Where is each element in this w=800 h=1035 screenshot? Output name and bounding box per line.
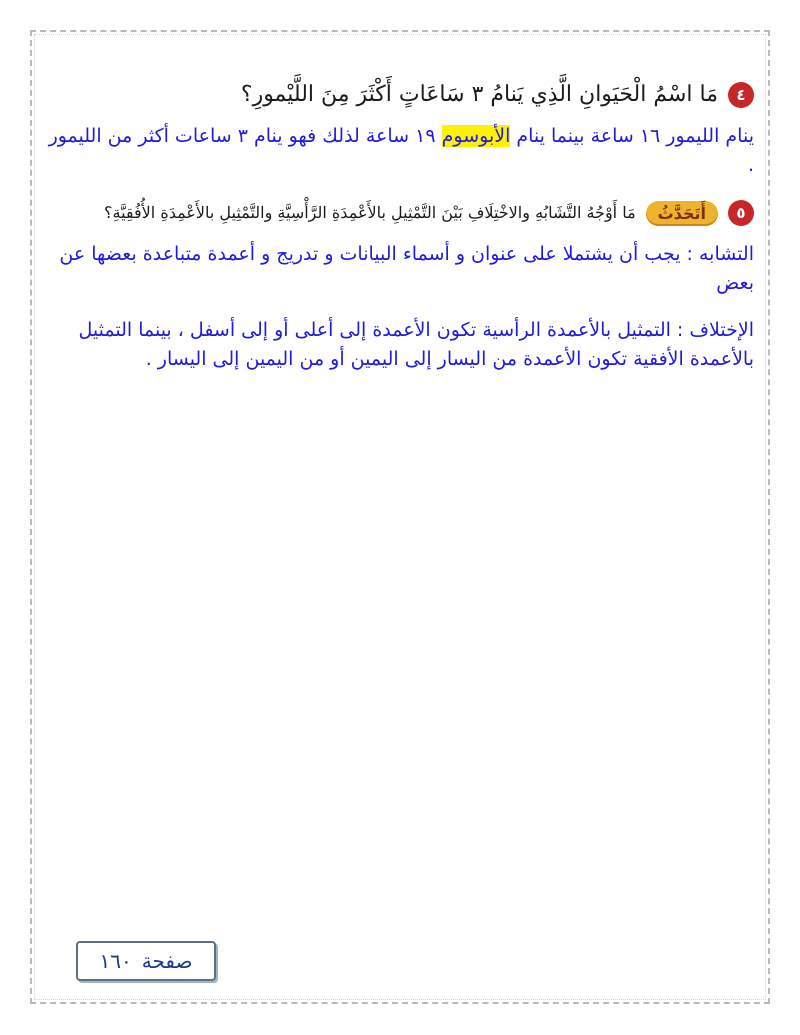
answer-5-similarity: التشابه : يجب أن يشتملا على عنوان و أسماء البيانات و تدريج و أعمدة متباعدة بعضها عن بعض [59, 243, 754, 294]
answer-4-part1: ينام الليمور ١٦ ساعة بينما ينام [510, 125, 754, 147]
answer-5-difference: الإختلاف : التمثيل بالأعمدة الرأسية تكون الأعمدة إلى أعلى أو إلى أسفل ، بينما التمثيل بالأعمدة الأفقية تكون الأعمدة من اليسار إلى اليمين أو من اليمين إلى اليسار . [78, 319, 754, 370]
question-5-text: مَا أَوْجُهُ التَّشَابُهِ والاخْتِلَافِ بَيْنَ التَّمْثِيلِ بالأَعْمِدَةِ الرَّأْسِيَّةِ والتَّمْثِيلِ بالأَعْمِدَةِ الأُفُقِيَّةِ؟ [104, 203, 636, 222]
question-number-badge: ٤ [728, 82, 754, 108]
question-number-badge: ٥ [728, 200, 754, 226]
question-4 [48, 80, 754, 110]
speak-tag: أَتَحَدَّثُ [646, 201, 718, 226]
page-number: ١٦٠ [99, 949, 132, 973]
worksheet-content [48, 80, 754, 392]
answer-4-highlight: الأبوسوم [441, 125, 511, 147]
question-5 [48, 198, 754, 228]
page-number-box [76, 941, 216, 981]
question-4-text: مَا اسْمُ الْحَيَوانِ الَّذِي يَنامُ ٣ سَاعَاتٍ أَكْثَرَ مِنَ اللَّيْمورِ؟ [240, 82, 718, 107]
answer-4-part2: ١٩ ساعة لذلك فهو ينام ٣ ساعات أكثر من الليمور . [48, 125, 754, 176]
answer-4 [48, 122, 754, 180]
page-label: صفحة [141, 949, 193, 973]
